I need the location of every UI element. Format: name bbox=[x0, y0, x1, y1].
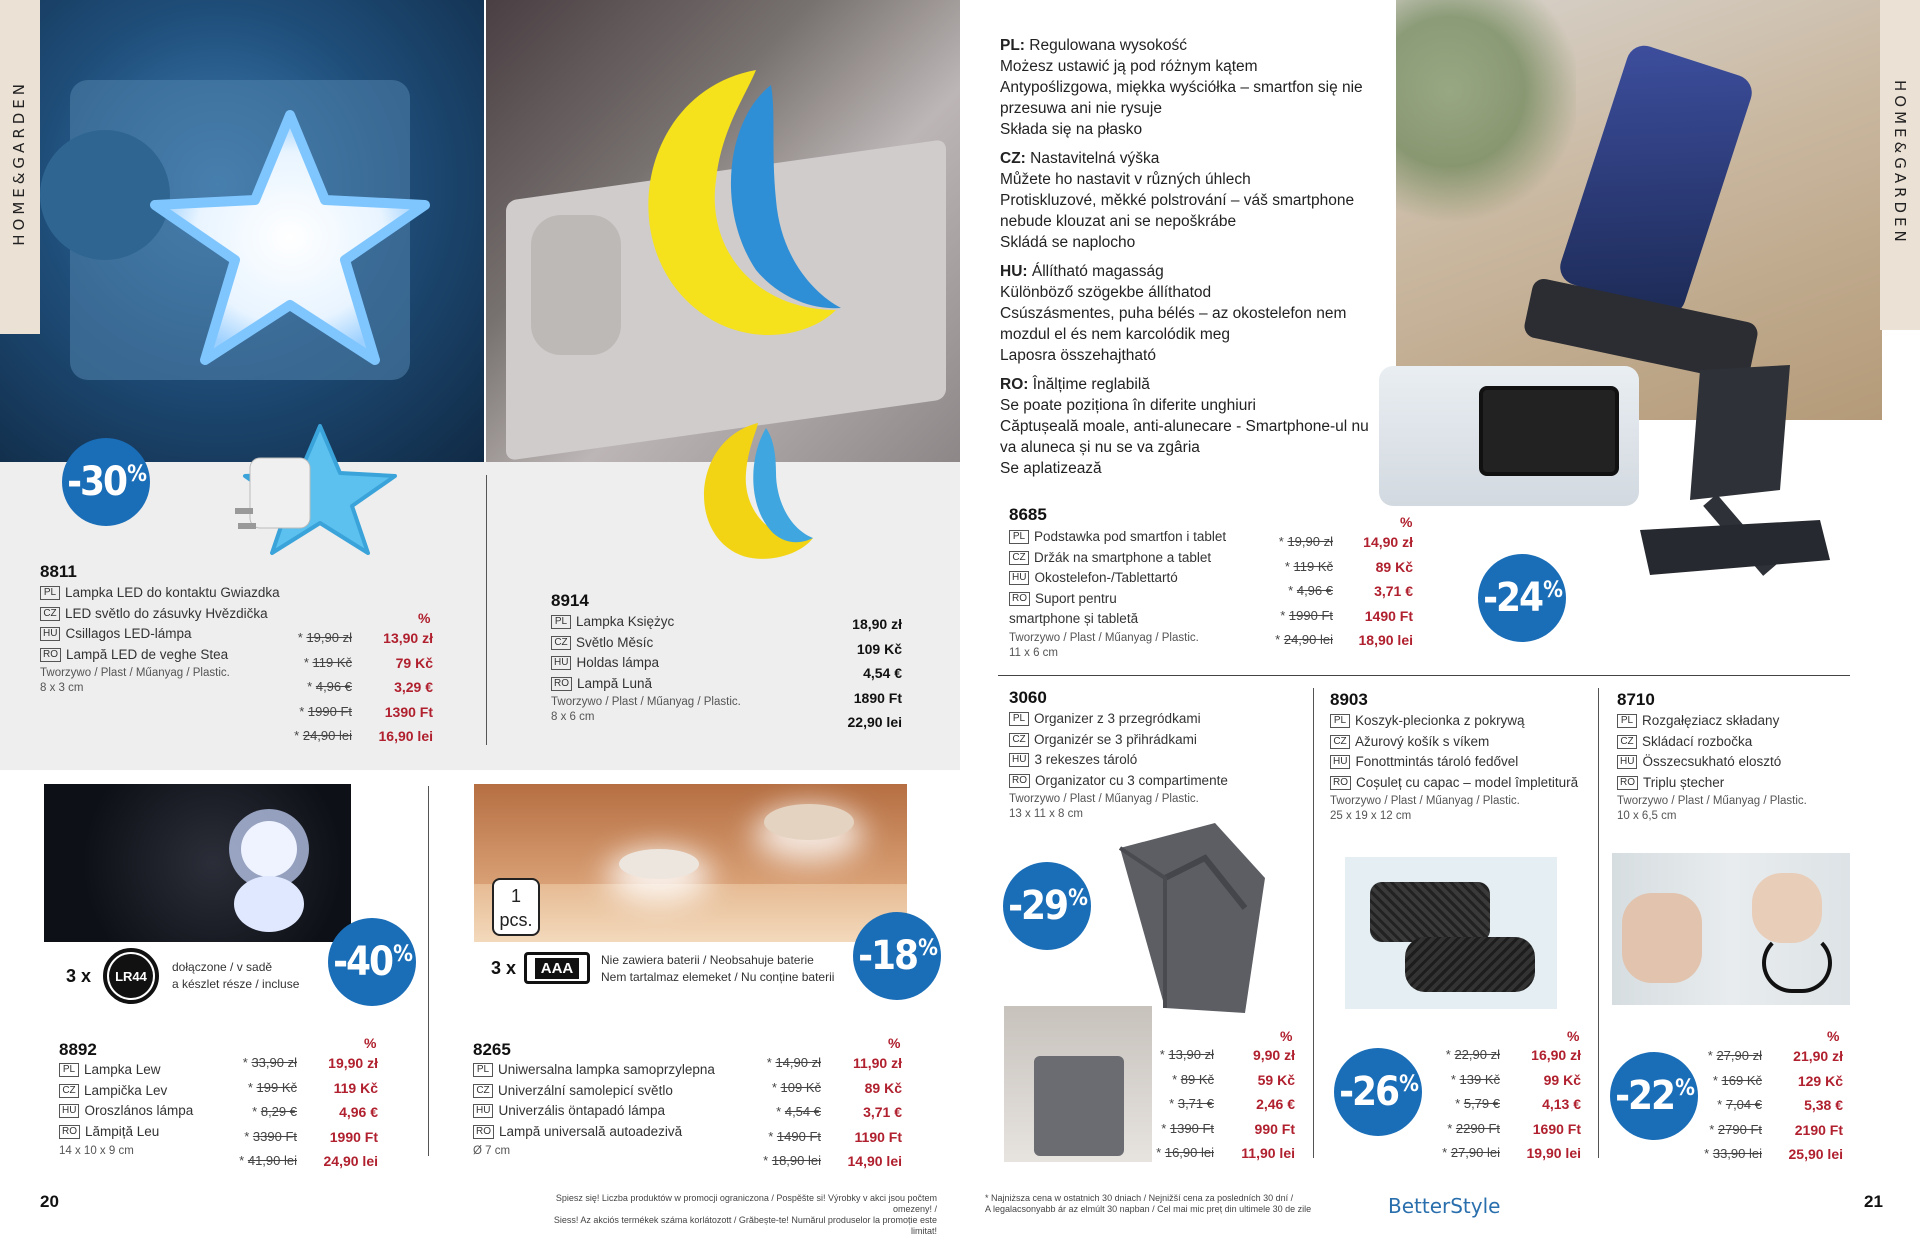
size-8265: Ø 7 cm bbox=[473, 1145, 511, 1157]
material-8710: Tworzywo / Plast / Műanyag / Plastic. 10 x 6,5 cm bbox=[1617, 795, 1807, 822]
lion-lamp-glow bbox=[209, 804, 329, 934]
page-number-left: 20 bbox=[40, 1192, 59, 1211]
battery-count-8265: 3 x bbox=[491, 958, 517, 978]
product-code-8892: 8892 bbox=[59, 1040, 97, 1059]
product-description-8685: PL: Regulowana wysokość Możesz ustawić ją pod różnym kątem Antypoślizgowa, miękka wyściółka – smartfon się nie przesuwa ani nie rysuje Składa się na płasko CZ: Nastavitelná výška Můžete ho nastavit v různých úhlech Protiskluzové, měkké polstrování – váš smartphone nebude klouzat ani se nepoškrábe Skládá se naplocho HU: Állítható magasság Különböző szögekbe állíthatod Csúszásmentes, puha bélés – az okostelefon nem mozdul el és nem karcolódik meg Laposra összehajtható RO: Înălțime reglabilă Se poate poziționa în diferite unghiuri Căptușeală moale, anti-alunecare - Smartphone-ul nu va aluneca și nu se va zgâria Se aplatizează bbox=[1000, 37, 1369, 477]
discount-badge-8710: -22 % bbox=[1610, 1052, 1698, 1140]
product-names-8914: PL Lampka Księżyc CZ Světlo Měsíc HU Holdas lámpa RO Lampă Lună bbox=[551, 612, 674, 694]
old-prices-8892: * 33,90 zł * 199 Kč * 8,29 € * 3390 Ft * 41,90 lei bbox=[239, 1055, 297, 1168]
phone-stand-photo bbox=[1396, 0, 1882, 420]
discount-badge-8685: -24 % bbox=[1478, 554, 1566, 642]
pcs-count-box: 1 pcs. bbox=[492, 878, 540, 936]
material-8811: Tworzywo / Plast / Műanyag / Plastic. 8 x 3 cm bbox=[40, 667, 230, 694]
product-names-8710: PL Rozgałęziacz składany CZ Skládací rozbočka HU Összecsukható elosztó RO Triplu ștecher bbox=[1617, 711, 1781, 793]
right-sidebar-label: HOME&GARDEN bbox=[1891, 80, 1909, 246]
battery-aaa-icon: AAA bbox=[524, 952, 590, 984]
new-prices-8811: 13,90 zł 79 Kč 3,29 € 1390 Ft 16,90 lei bbox=[378, 630, 433, 744]
pct-header-8903: % bbox=[1567, 1028, 1580, 1044]
product-names-3060: PL Organizer z 3 przegródkami CZ Organizér se 3 přihrádkami HU 3 rekeszes tároló RO Organizator cu 3 compartimente bbox=[1009, 709, 1228, 791]
new-prices-8710: 21,90 zł 129 Kč 5,38 € 2190 Ft 25,90 lei bbox=[1788, 1048, 1843, 1162]
old-prices-8685: * 19,90 zł * 119 Kč * 4,96 € * 1990 Ft * 24,90 lei bbox=[1275, 534, 1333, 647]
old-prices-8811: * 19,90 zł * 119 Kč * 4,96 € * 1990 Ft * 24,90 lei bbox=[294, 630, 352, 743]
divider bbox=[428, 786, 429, 1156]
discount-badge-8903: -26 % bbox=[1334, 1048, 1422, 1136]
product-code-8685: 8685 bbox=[1009, 505, 1047, 524]
product-names-8265: PL Uniwersalna lampka samoprzylepna CZ Univerzální samolepicí světlo HU Univerzális öntapadó lámpa RO Lampă universală autoadezivă bbox=[473, 1060, 715, 1142]
page-number-right: 21 bbox=[1864, 1192, 1883, 1211]
material-8903: Tworzywo / Plast / Műanyag / Plastic. 25 x 19 x 12 cm bbox=[1330, 795, 1520, 822]
divider bbox=[1598, 688, 1599, 1158]
cable bbox=[1762, 933, 1832, 993]
organizer-in-use-photo bbox=[1004, 1006, 1152, 1162]
product-code-8710: 8710 bbox=[1617, 690, 1655, 709]
prices-8914: 18,90 zł 109 Kč 4,54 € 1890 Ft 22,90 lei bbox=[847, 616, 902, 730]
stock-disclaimer: Spiesz się! Liczba produktów w promocji ograniczona / Pospěšte si! Výrobky v akci jsou počtem omezeny! / Siess! Az akciós termékek száma korlátozott / Grăbește-te! Numărul produselor la promoție este limitat! bbox=[553, 1193, 937, 1236]
size-8892: 14 x 10 x 9 cm bbox=[59, 1145, 134, 1157]
material-8914: Tworzywo / Plast / Műanyag / Plastic. 8 x 6 cm bbox=[551, 696, 741, 723]
pct-header-8265: % bbox=[888, 1035, 901, 1051]
brand-logo: BetterStyle bbox=[1388, 1194, 1501, 1218]
material-8685: Tworzywo / Plast / Műanyag / Plastic. 11 x 6 cm bbox=[1009, 632, 1199, 659]
plug-adapter-photo bbox=[1612, 853, 1850, 1005]
battery-lr44-icon: LR44 bbox=[103, 948, 159, 1004]
product-names-8892: PL Lampka Lew CZ Lampička Lev HU Oroszlános lámpa RO Lămpiță Leu bbox=[59, 1060, 193, 1142]
old-prices-8903: * 22,90 zł * 139 Kč * 5,79 € * 2290 Ft * 27,90 lei bbox=[1442, 1047, 1500, 1160]
new-prices-3060: 9,90 zł 59 Kč 2,46 € 990 Ft 11,90 lei bbox=[1241, 1047, 1295, 1161]
product-names-8811: PL Lampka LED do kontaktu Gwiazdka CZ LED světlo do zásuvky Hvězdička HU Csillagos LED-lámpa RO Lampă LED de veghe Stea bbox=[40, 583, 280, 665]
battery-note-8892: dołączone / v sadě a készlet része / incluse bbox=[172, 960, 300, 991]
star-lamp-product-image bbox=[230, 418, 410, 558]
new-prices-8903: 16,90 zł 99 Kč 4,13 € 1690 Ft 19,90 lei bbox=[1526, 1047, 1581, 1161]
new-prices-8265: 11,90 zł 89 Kč 3,71 € 1190 Ft 14,90 lei bbox=[847, 1055, 902, 1169]
discount-badge-8265: -18 % bbox=[853, 912, 941, 1000]
old-prices-8265: * 14,90 zł * 109 Kč * 4,54 € * 1490 Ft * 18,90 lei bbox=[763, 1055, 821, 1168]
pct-header-8710: % bbox=[1827, 1028, 1840, 1044]
section-divider bbox=[998, 675, 1850, 676]
product-names-8685: PL Podstawka pod smartfon i tablet CZ Držák na smartphone a tablet HU Okostelefon-/Tablettartó RO Suport pentru smartphone și tabletă bbox=[1009, 529, 1227, 626]
tablet bbox=[1479, 386, 1619, 476]
discount-badge-8811: -30 % bbox=[62, 438, 150, 526]
moon-lamp-photo bbox=[486, 0, 960, 462]
product-code-3060: 3060 bbox=[1009, 688, 1047, 707]
old-prices-3060: * 13,90 zł * 89 Kč * 3,71 € * 1390 Ft * 16,90 lei bbox=[1156, 1047, 1214, 1160]
basket-lid bbox=[1405, 937, 1535, 992]
material-3060: Tworzywo / Plast / Műanyag / Plastic. 13 x 11 x 8 cm bbox=[1009, 793, 1199, 820]
new-prices-8685: 14,90 zł 89 Kč 3,71 € 1490 Ft 18,90 lei bbox=[1358, 534, 1413, 648]
organizer-product-image bbox=[1105, 818, 1275, 1018]
product-names-8903: PL Koszyk-plecionka z pokrywą CZ Ažurový košík s víkem HU Fonottmintás tároló fedővel RO Coșuleț cu capac – model împletitură bbox=[1330, 711, 1578, 793]
star-lamp-photo bbox=[0, 0, 484, 462]
discount-badge-8892: -40 % bbox=[328, 918, 416, 1006]
plant-leaves bbox=[1396, 0, 1576, 230]
basket-product-photo bbox=[1345, 857, 1557, 1009]
moon-lamp-glow bbox=[606, 60, 846, 360]
battery-count-8892: 3 x bbox=[66, 966, 92, 986]
organizer bbox=[1034, 1056, 1124, 1156]
tablet-stand-photo bbox=[1379, 366, 1639, 506]
battery-note-8265: Nie zawiera baterii / Neobsahuje baterie Nem tartalmaz elemeket / Nu conține baterii bbox=[601, 953, 835, 984]
phone bbox=[1556, 41, 1757, 319]
left-sidebar-label: HOME&GARDEN bbox=[10, 80, 28, 246]
puck-light-2 bbox=[764, 804, 854, 840]
pct-header-3060: % bbox=[1280, 1028, 1293, 1044]
basket bbox=[1370, 882, 1490, 942]
product-code-8914: 8914 bbox=[551, 591, 589, 610]
lowest-price-disclaimer: * Najniższa cena w ostatnich 30 dniach / Nejnižší cena za posledních 30 dní / A legalacsonyabb ár az elmúlt 30 napban / Cel mai mic preț din ultimele 30 de zile bbox=[985, 1193, 1312, 1214]
star-lamp-glow bbox=[140, 110, 440, 370]
pct-header-8685: % bbox=[1400, 514, 1413, 530]
phone-stand-product-image bbox=[1620, 360, 1840, 600]
product-code-8265: 8265 bbox=[473, 1040, 511, 1059]
lion-lamp-photo bbox=[44, 784, 351, 942]
new-prices-8892: 19,90 zł 119 Kč 4,96 € 1990 Ft 24,90 lei bbox=[323, 1055, 378, 1169]
pct-header-8811: % bbox=[418, 610, 431, 626]
divider bbox=[1313, 688, 1314, 1158]
divider bbox=[486, 475, 487, 745]
product-code-8811: 8811 bbox=[40, 562, 77, 581]
discount-badge-3060: -29 % bbox=[1003, 862, 1091, 950]
pct-header-8892: % bbox=[364, 1035, 377, 1051]
puck-light-1 bbox=[619, 849, 699, 879]
old-prices-8710: * 27,90 zł * 169 Kč * 7,04 € * 2790 Ft * 33,90 lei bbox=[1704, 1048, 1762, 1161]
moon-lamp-product-image bbox=[688, 418, 818, 568]
hand-left bbox=[1622, 893, 1702, 983]
product-code-8903: 8903 bbox=[1330, 690, 1368, 709]
